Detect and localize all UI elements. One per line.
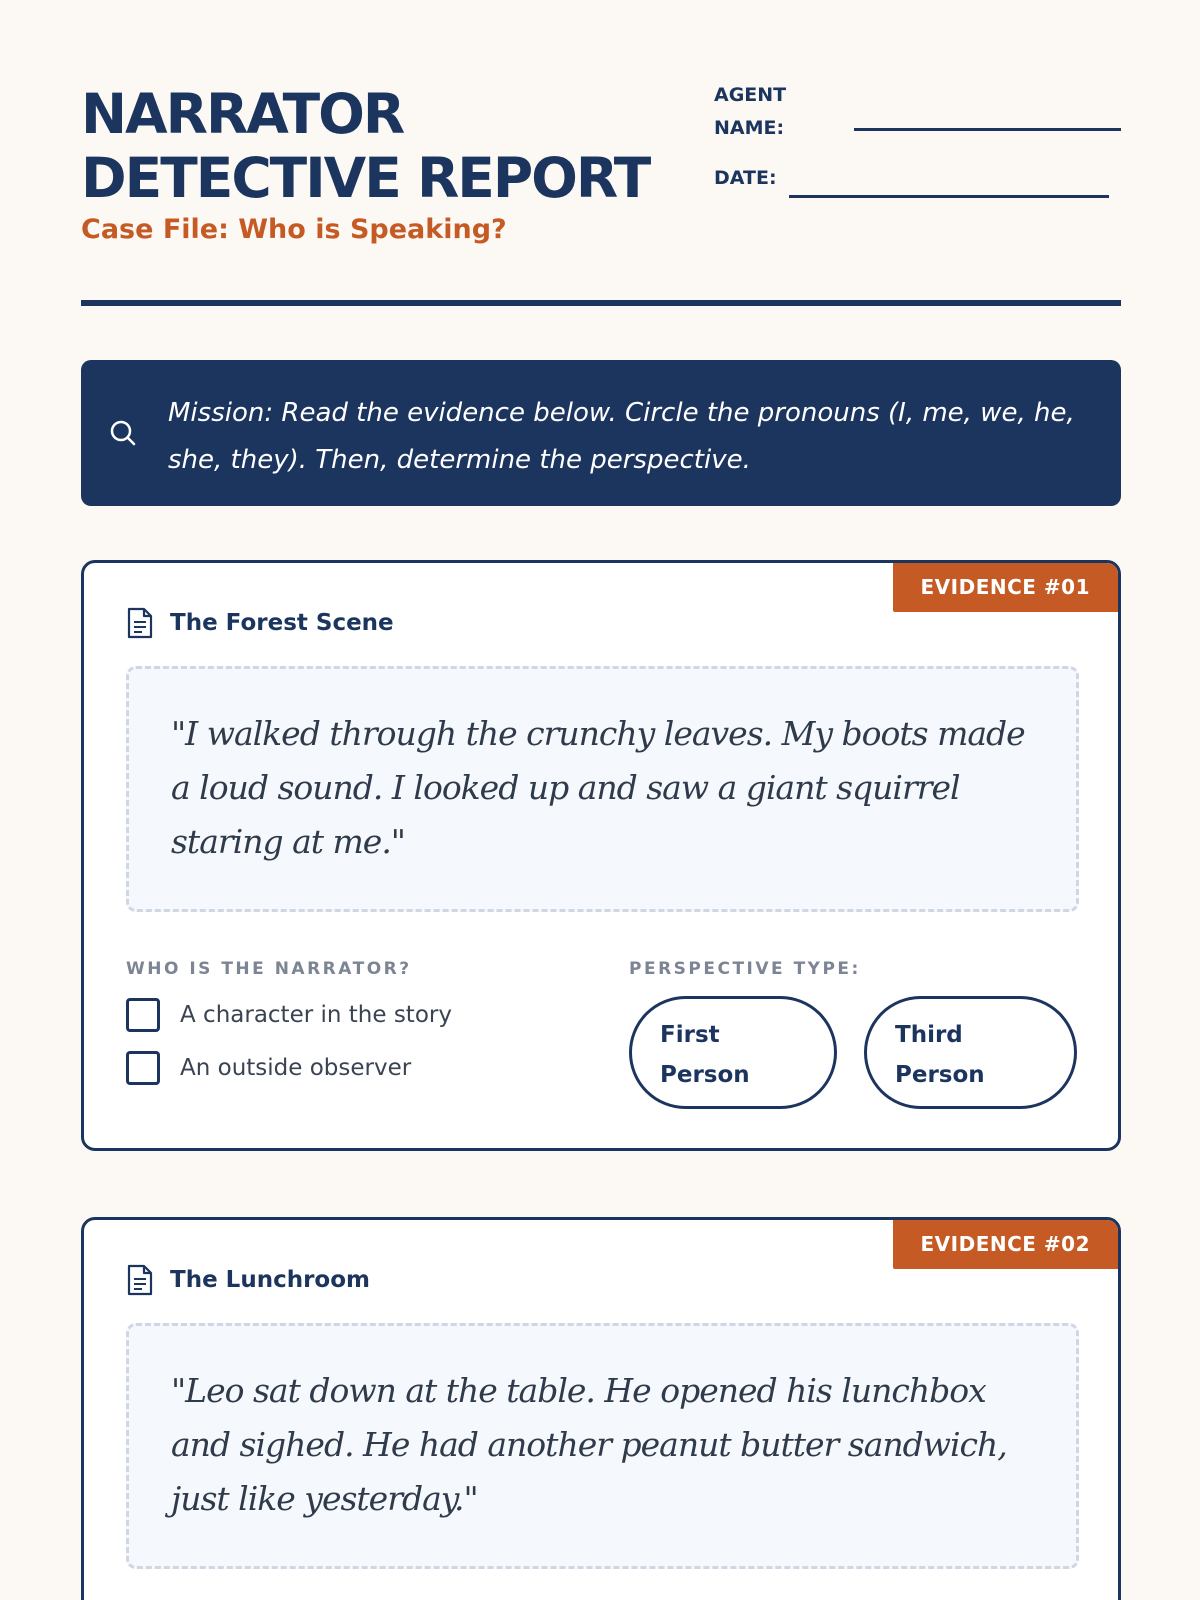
mission-banner bbox=[81, 360, 1121, 506]
evidence-card-2 bbox=[81, 1217, 1121, 1600]
report-header bbox=[81, 82, 1121, 304]
option-label: A character in the story bbox=[180, 1002, 452, 1028]
checkbox[interactable] bbox=[126, 1051, 160, 1085]
option-label: An outside observer bbox=[180, 1055, 412, 1081]
option-label: First Person bbox=[660, 1022, 750, 1088]
agent-label-line-2: NAME: bbox=[714, 117, 785, 139]
evidence-quote: "Leo sat down at the table. He opened his lunchbox and sighed. He had another peanut butter sandwich, just like yesterday." bbox=[171, 1371, 1007, 1518]
perspective-type-label: PERSPECTIVE TYPE: bbox=[629, 959, 861, 979]
title-line-1: NARRATOR bbox=[81, 82, 404, 146]
quote-box bbox=[126, 666, 1079, 912]
agent-label-line-1: AGENT bbox=[714, 84, 787, 106]
document-icon bbox=[126, 1264, 154, 1296]
date-field[interactable] bbox=[789, 195, 1109, 198]
agent-name-field[interactable] bbox=[854, 128, 1121, 131]
checkbox[interactable] bbox=[126, 998, 160, 1032]
search-icon bbox=[108, 418, 138, 448]
quote-box bbox=[126, 1323, 1079, 1569]
date-label: DATE: bbox=[714, 167, 777, 189]
narrator-option-observer[interactable] bbox=[126, 1051, 566, 1085]
third-person-option[interactable] bbox=[864, 996, 1077, 1109]
evidence-title: The Forest Scene bbox=[170, 610, 394, 636]
mission-text: Mission: Read the evidence below. Circle the pronouns (I, me, we, he, she, they). Then, determine the perspective. bbox=[168, 398, 1075, 475]
worksheet-page bbox=[81, 0, 1121, 1600]
evidence-badge: EVIDENCE #01 bbox=[893, 563, 1118, 612]
first-person-option[interactable] bbox=[629, 996, 837, 1109]
option-label: Third Person bbox=[895, 1022, 985, 1088]
evidence-card-1 bbox=[81, 560, 1121, 1151]
title-line-2: DETECTIVE REPORT bbox=[81, 146, 650, 210]
narrator-question-label: WHO IS THE NARRATOR? bbox=[126, 959, 412, 979]
evidence-quote: "I walked through the crunchy leaves. My boots made a loud sound. I looked up and saw a giant squirrel staring at me." bbox=[171, 714, 1025, 861]
document-icon bbox=[126, 607, 154, 639]
agent-name-label bbox=[714, 79, 786, 145]
narrator-option-character[interactable] bbox=[126, 998, 566, 1032]
page-title bbox=[81, 82, 649, 210]
evidence-badge: EVIDENCE #02 bbox=[893, 1220, 1118, 1269]
evidence-title: The Lunchroom bbox=[170, 1267, 370, 1293]
header-divider bbox=[81, 300, 1121, 306]
case-file-subtitle: Case File: Who is Speaking? bbox=[81, 214, 507, 245]
